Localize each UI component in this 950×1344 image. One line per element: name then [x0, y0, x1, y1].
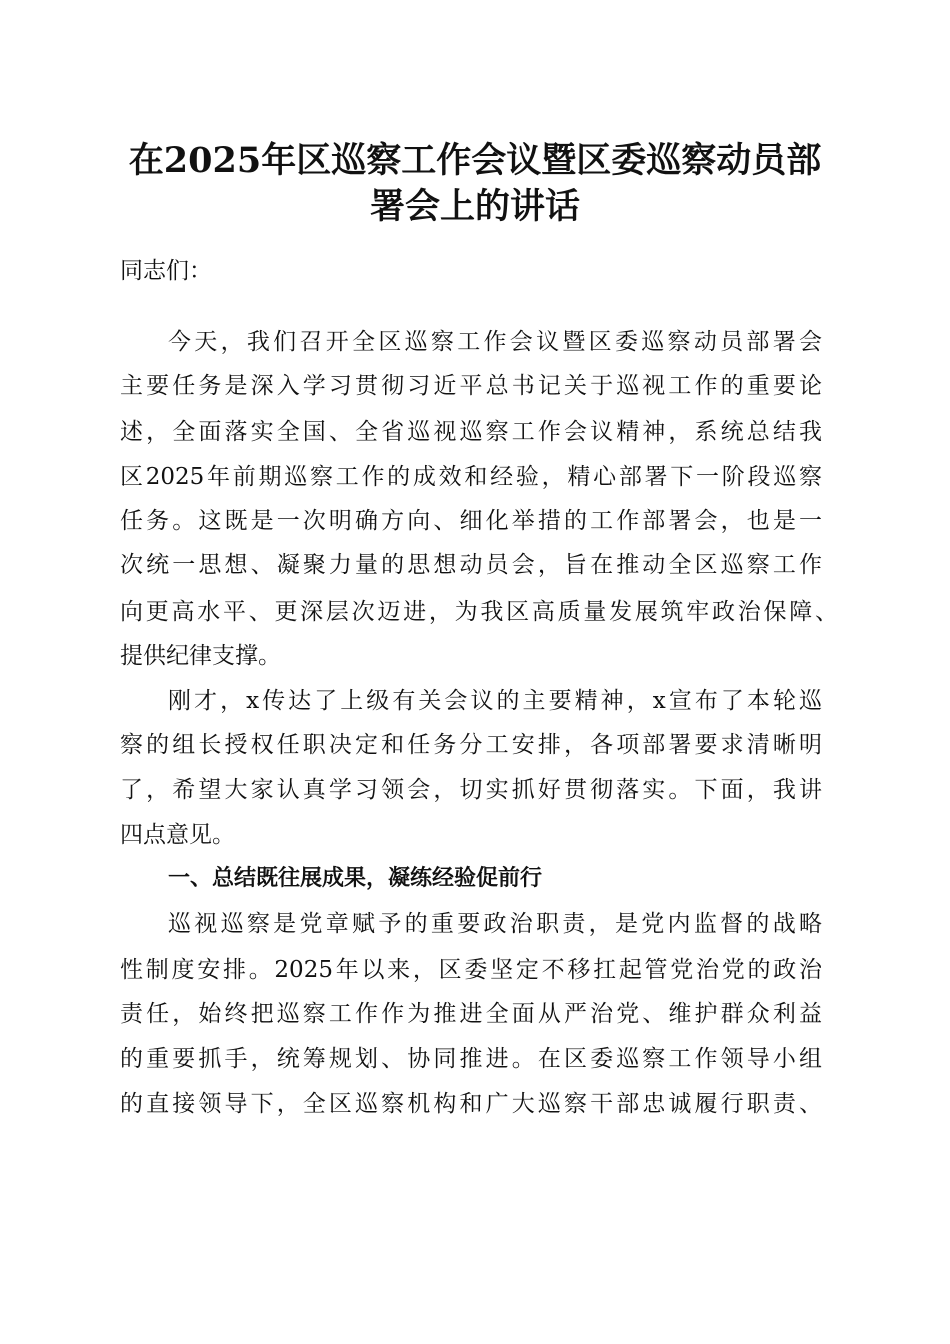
- paragraph-1-line: 区2025年前期巡察工作的成效和经验，精心部署下一阶段巡察: [120, 464, 822, 490]
- paragraph-2-line: 刚才，x传达了上级有关会议的主要精神，x宣布了本轮巡: [168, 688, 822, 714]
- paragraph-2-line: 四点意见。: [120, 822, 235, 848]
- section-1-heading: 一、总结既往展成果，凝练经验促前行: [168, 866, 543, 891]
- paragraph-1-line: 向更高水平、更深层次迈进，为我区高质量发展筑牢政治保障、: [120, 599, 838, 625]
- paragraph-1-line: 今天，我们召开全区巡察工作会议暨区委巡察动员部署会: [168, 329, 822, 355]
- paragraph-1-line: 主要任务是深入学习贯彻习近平总书记关于巡视工作的重要论: [120, 373, 822, 399]
- paragraph-3-line: 性制度安排。2025年以来，区委坚定不移扛起管党治党的政治: [120, 957, 822, 983]
- paragraph-1-line: 提供纪律支撑。: [120, 643, 281, 669]
- document-title-line-1: 在2025年区巡察工作会议暨区委巡察动员部: [128, 140, 822, 181]
- paragraph-2-line: 了，希望大家认真学习领会，切实抓好贯彻落实。下面，我讲: [120, 777, 822, 803]
- paragraph-3-line: 的直接领导下，全区巡察机构和广大巡察干部忠诚履行职责、: [120, 1091, 822, 1117]
- paragraph-3-line: 责任，始终把巡察工作作为推进全面从严治党、维护群众利益: [120, 1001, 822, 1027]
- paragraph-1-line: 任务。这既是一次明确方向、细化举措的工作部署会，也是一: [120, 508, 822, 534]
- paragraph-1-line: 述，全面落实全国、全省巡视巡察工作会议精神，系统总结我: [120, 419, 822, 445]
- paragraph-2-line: 察的组长授权任职决定和任务分工安排，各项部署要求清晰明: [120, 732, 822, 758]
- document-title-line-2: 署会上的讲话: [369, 186, 580, 227]
- paragraph-1-line: 次统一思想、凝聚力量的思想动员会，旨在推动全区巡察工作: [120, 552, 822, 578]
- paragraph-3-line: 巡视巡察是党章赋予的重要政治职责，是党内监督的战略: [168, 911, 822, 937]
- paragraph-3-line: 的重要抓手，统筹规划、协同推进。在区委巡察工作领导小组: [120, 1046, 822, 1072]
- salutation: 同志们：: [120, 258, 212, 284]
